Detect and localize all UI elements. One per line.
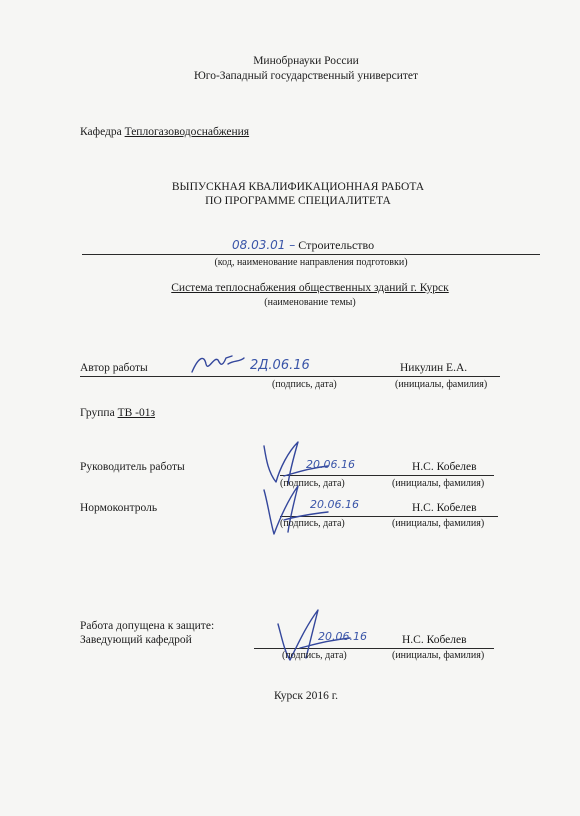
author-underline [80, 376, 500, 377]
head-name: Н.С. Кобелев [402, 634, 467, 646]
author-caption-sign: (подпись, дата) [272, 379, 337, 390]
author-label: Автор работы [80, 362, 148, 374]
city-year: Курск 2016 г. [273, 690, 339, 702]
direction-caption: (код, наименование направления подготовки) [214, 257, 408, 268]
group-line [80, 407, 155, 419]
direction-line [232, 238, 374, 253]
normcontrol-name: Н.С. Кобелев [412, 502, 477, 514]
department-label: Кафедра [80, 126, 125, 138]
topic-text: Система теплоснабжения общественных зданий г. Курск [171, 282, 449, 294]
department-name: Теплогазоводоснабжения [124, 126, 250, 138]
normcontrol-caption-name: (инициалы, фамилия) [392, 518, 485, 529]
work-title-line1: ВЫПУСКНАЯ КВАЛИФИКАЦИОННАЯ РАБОТА [171, 181, 425, 193]
author-caption-name: (инициалы, фамилия) [395, 379, 488, 390]
group-label: Группа [80, 407, 118, 419]
head-caption-sign: (подпись, дата) [282, 650, 347, 661]
supervisor-label: Руководитель работы [80, 461, 185, 473]
admission-line: Работа допущена к защите: [80, 620, 215, 632]
direction-code: 08.03.01 – [232, 238, 296, 252]
supervisor-caption-name: (инициалы, фамилия) [392, 478, 485, 489]
normcontrol-caption-sign: (подпись, дата) [280, 518, 345, 529]
supervisor-name: Н.С. Кобелев [412, 461, 477, 473]
head-caption-name: (инициалы, фамилия) [392, 650, 485, 661]
author-name: Никулин Е.А. [400, 362, 468, 374]
supervisor-handwritten-date: 20.06.16 [306, 458, 355, 471]
department-line [80, 126, 249, 138]
university-name: Юго-Западный государственный университет [193, 70, 419, 82]
group-value: ТВ -01з [117, 407, 156, 419]
normcontrol-handwritten-date: 20.06.16 [310, 498, 359, 511]
author-handwritten-date: 2Д.06.16 [250, 358, 310, 373]
head-handwritten-date: 20.06.16 [318, 630, 367, 643]
normcontrol-label: Нормоконтроль [80, 502, 158, 514]
ministry-name: Минобрнауки России [253, 55, 359, 67]
head-of-department-label: Заведующий кафедрой [80, 634, 192, 646]
work-title-line2: ПО ПРОГРАММЕ СПЕЦИАЛИТЕТА [205, 195, 391, 207]
direction-underline [82, 254, 540, 255]
direction-name: Строительство [298, 238, 375, 252]
author-signature-icon [188, 350, 248, 380]
topic-caption: (наименование темы) [264, 297, 356, 308]
supervisor-caption-sign: (подпись, дата) [280, 478, 345, 489]
